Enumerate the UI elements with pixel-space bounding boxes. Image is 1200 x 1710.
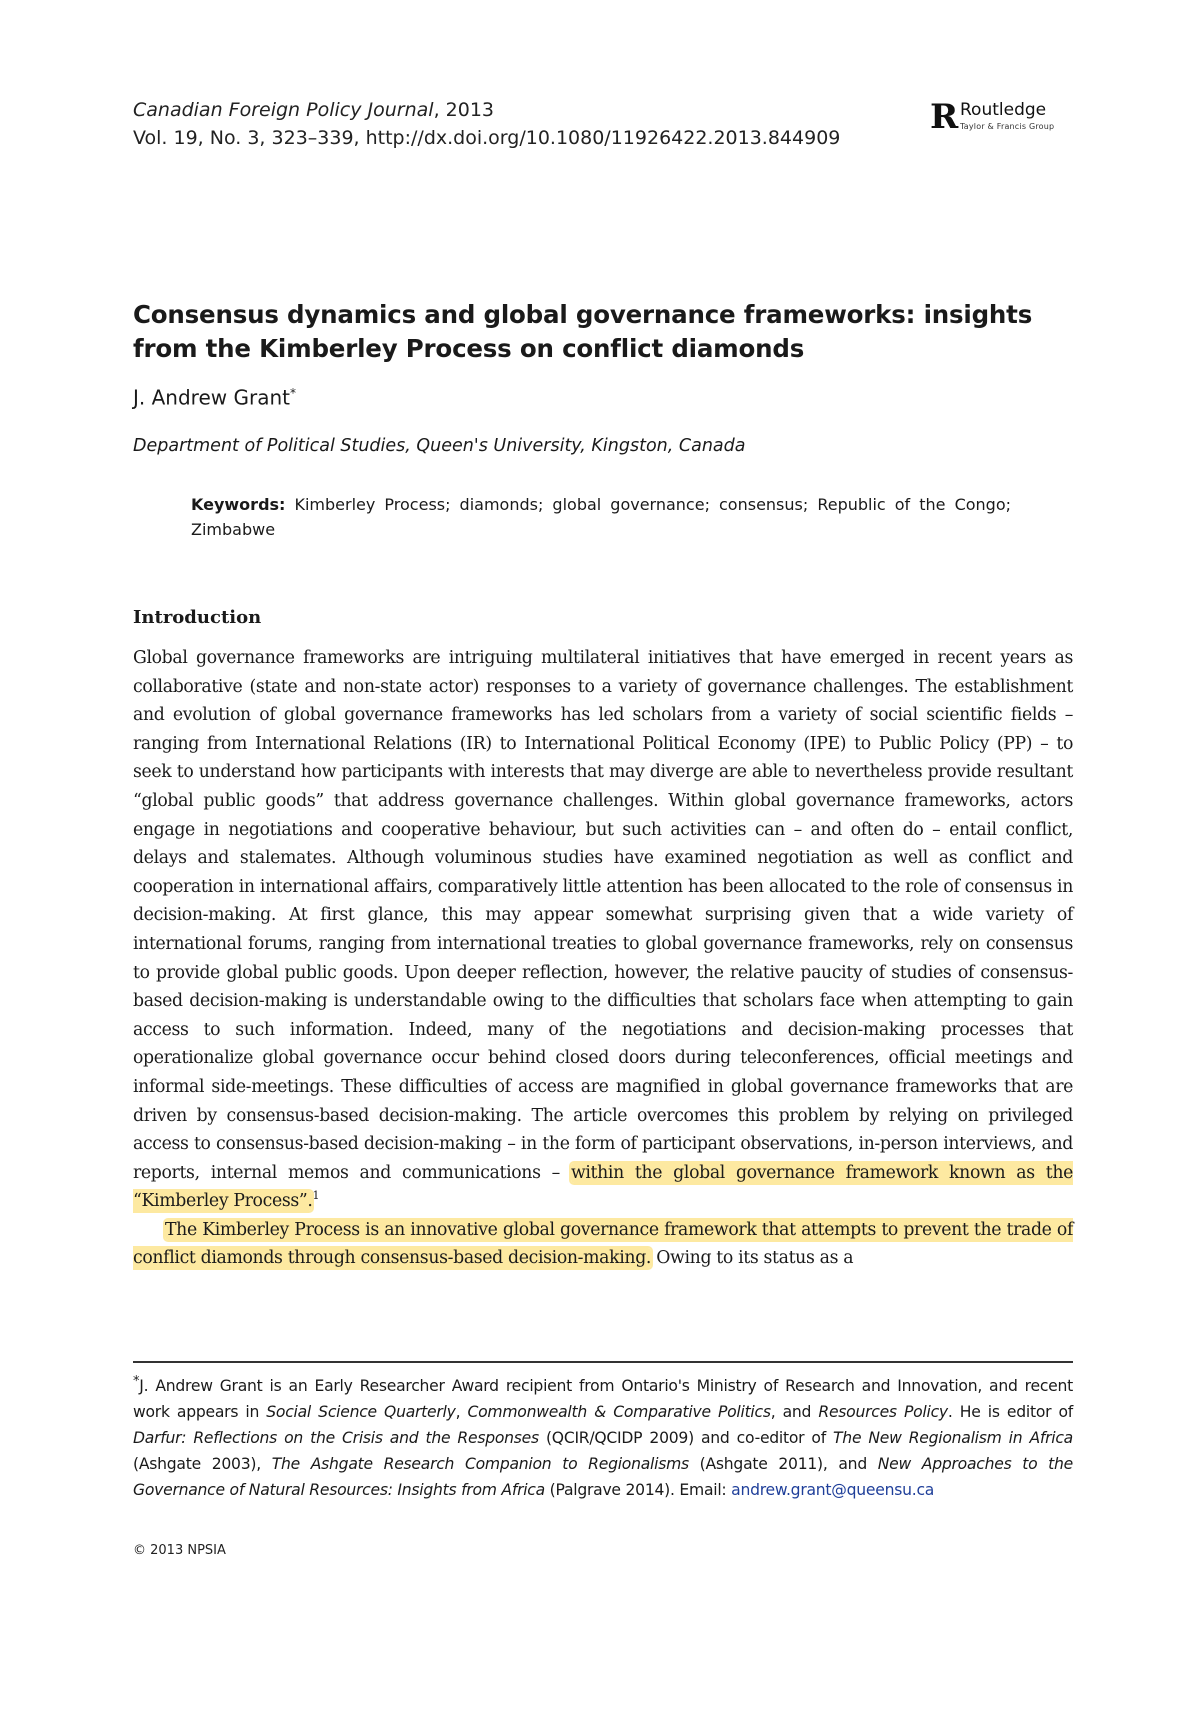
footnote-text: (Ashgate 2003), xyxy=(133,1455,272,1474)
author-footnote xyxy=(133,1369,1073,1503)
paragraph-1-text: Global governance frameworks are intriguing multilateral initiatives that have emerged in recent years as collaborative (state and non-state actor) responses to a variety of governance challenges. The establishment and evolution of global governance frameworks has led scholars from a variety of social scientific fields – ranging from International Relations (IR) to International Political Economy (IPE) to Public Policy (PP) – to seek to understand how participants with interests that may diverge are able to nevertheless provide resultant “global public goods” that address governance challenges. Within global governance frameworks, actors engage in negotiations and cooperative behaviour, but such activities can – and often do – entail conflict, delays and stalemates. Although voluminous studies have examined negotiation as well as conflict and cooperation in international affairs, comparatively little attention has been allocated to the role of consensus in decision-making. At first glance, this may appear somewhat surprising given that a wide variety of international forums, ranging from international treaties to global governance frameworks, rely on consensus to provide global public goods. Upon deeper reflection, however, the relative paucity of studies of consensus-based decision-making is understandable owing to the difficulties that scholars face when attempting to gain access to such information. Indeed, many of the negotiations and decision-making processes that operationalize global governance occur behind closed doors during teleconferences, official meetings and informal side-meetings. These difficulties of access are magnified in global governance frameworks that are driven by consensus-based decision-making. The article overcomes this problem by relying on privileged access to consensus-based decision-making – in the form of participant observations, in-person interviews, and reports, internal memos and communications – xyxy=(133,648,1073,1183)
paragraph-1 xyxy=(133,644,1073,1216)
journal-title: Social Science Quarterly xyxy=(266,1403,456,1422)
journal-title: Resources Policy xyxy=(818,1403,948,1422)
copyright-notice: © 2013 NPSIA xyxy=(133,1543,226,1558)
footnote-reference-link[interactable]: 1 xyxy=(312,1189,320,1203)
keywords-label: Keywords: xyxy=(191,495,286,514)
footnote-text: (Ashgate 2011), and xyxy=(688,1455,878,1474)
publisher-subtitle: Taylor & Francis Group xyxy=(960,122,1055,131)
paragraph-2 xyxy=(133,1216,1073,1273)
footnote-text: , xyxy=(455,1403,468,1422)
book-title: The Ashgate Research Companion to Regionalisms xyxy=(271,1455,689,1474)
introduction-body xyxy=(133,644,1073,1273)
footnote-divider xyxy=(133,1361,1073,1363)
author-footnote-mark: * xyxy=(289,386,296,400)
paragraph-2-text: Owing to its status as a xyxy=(651,1248,854,1269)
author-email-link[interactable]: andrew.grant@queensu.ca xyxy=(731,1481,935,1500)
routledge-logo-icon: R xyxy=(930,97,959,137)
footnote-text: . He is editor of xyxy=(947,1403,1073,1422)
publisher-logo xyxy=(930,98,1070,140)
book-title: New Approaches to the Governance of Natural Resources: Insights from Africa xyxy=(133,1455,1073,1500)
keywords-block xyxy=(191,492,1011,542)
journal-title: Commonwealth & Comparative Politics xyxy=(467,1403,771,1422)
book-title: Darfur: Reflections on the Crisis and the Responses xyxy=(133,1429,539,1448)
article-title: Consensus dynamics and global governance frameworks: insights from the Kimberley Process on conflict diamonds xyxy=(133,300,1033,363)
citation-line: Vol. 19, No. 3, 323–339, http://dx.doi.org/10.1080/11926422.2013.844909 xyxy=(133,127,841,149)
footnote-text: J. Andrew Grant is an Early Researcher Award recipient from Ontario's Ministry of Research and Innovation, and recent work appears in xyxy=(133,1377,1073,1422)
journal-year: , 2013 xyxy=(433,99,494,121)
book-title: The New Regionalism in Africa xyxy=(833,1429,1073,1448)
footnote-mark: * xyxy=(133,1374,140,1389)
footnote-text: , and xyxy=(770,1403,819,1422)
journal-name: Canadian Foreign Policy Journal xyxy=(133,99,434,121)
author-affiliation: Department of Political Studies, Queen's University, Kingston, Canada xyxy=(133,436,746,456)
author-line xyxy=(133,380,296,411)
footnote-text: (QCIR/QCIDP 2009) and co-editor of xyxy=(538,1429,834,1448)
section-heading-introduction: Introduction xyxy=(133,607,262,628)
highlighted-text[interactable]: within the global governance framework known as the “Kimberley Process”. xyxy=(133,1162,1073,1212)
journal-citation xyxy=(133,96,840,152)
footnote-text: (Palgrave 2014). Email: xyxy=(544,1481,732,1500)
author-name: J. Andrew Grant xyxy=(133,385,290,410)
keywords-list: Kimberley Process; diamonds; global governance; consensus; Republic of the Congo; Zimbabwe xyxy=(191,495,1011,539)
publisher-name: Routledge xyxy=(960,100,1047,120)
highlighted-text[interactable]: The Kimberley Process is an innovative global governance framework that attempts to prevent the trade of conflict diamonds through consensus-based decision-making. xyxy=(133,1219,1073,1269)
